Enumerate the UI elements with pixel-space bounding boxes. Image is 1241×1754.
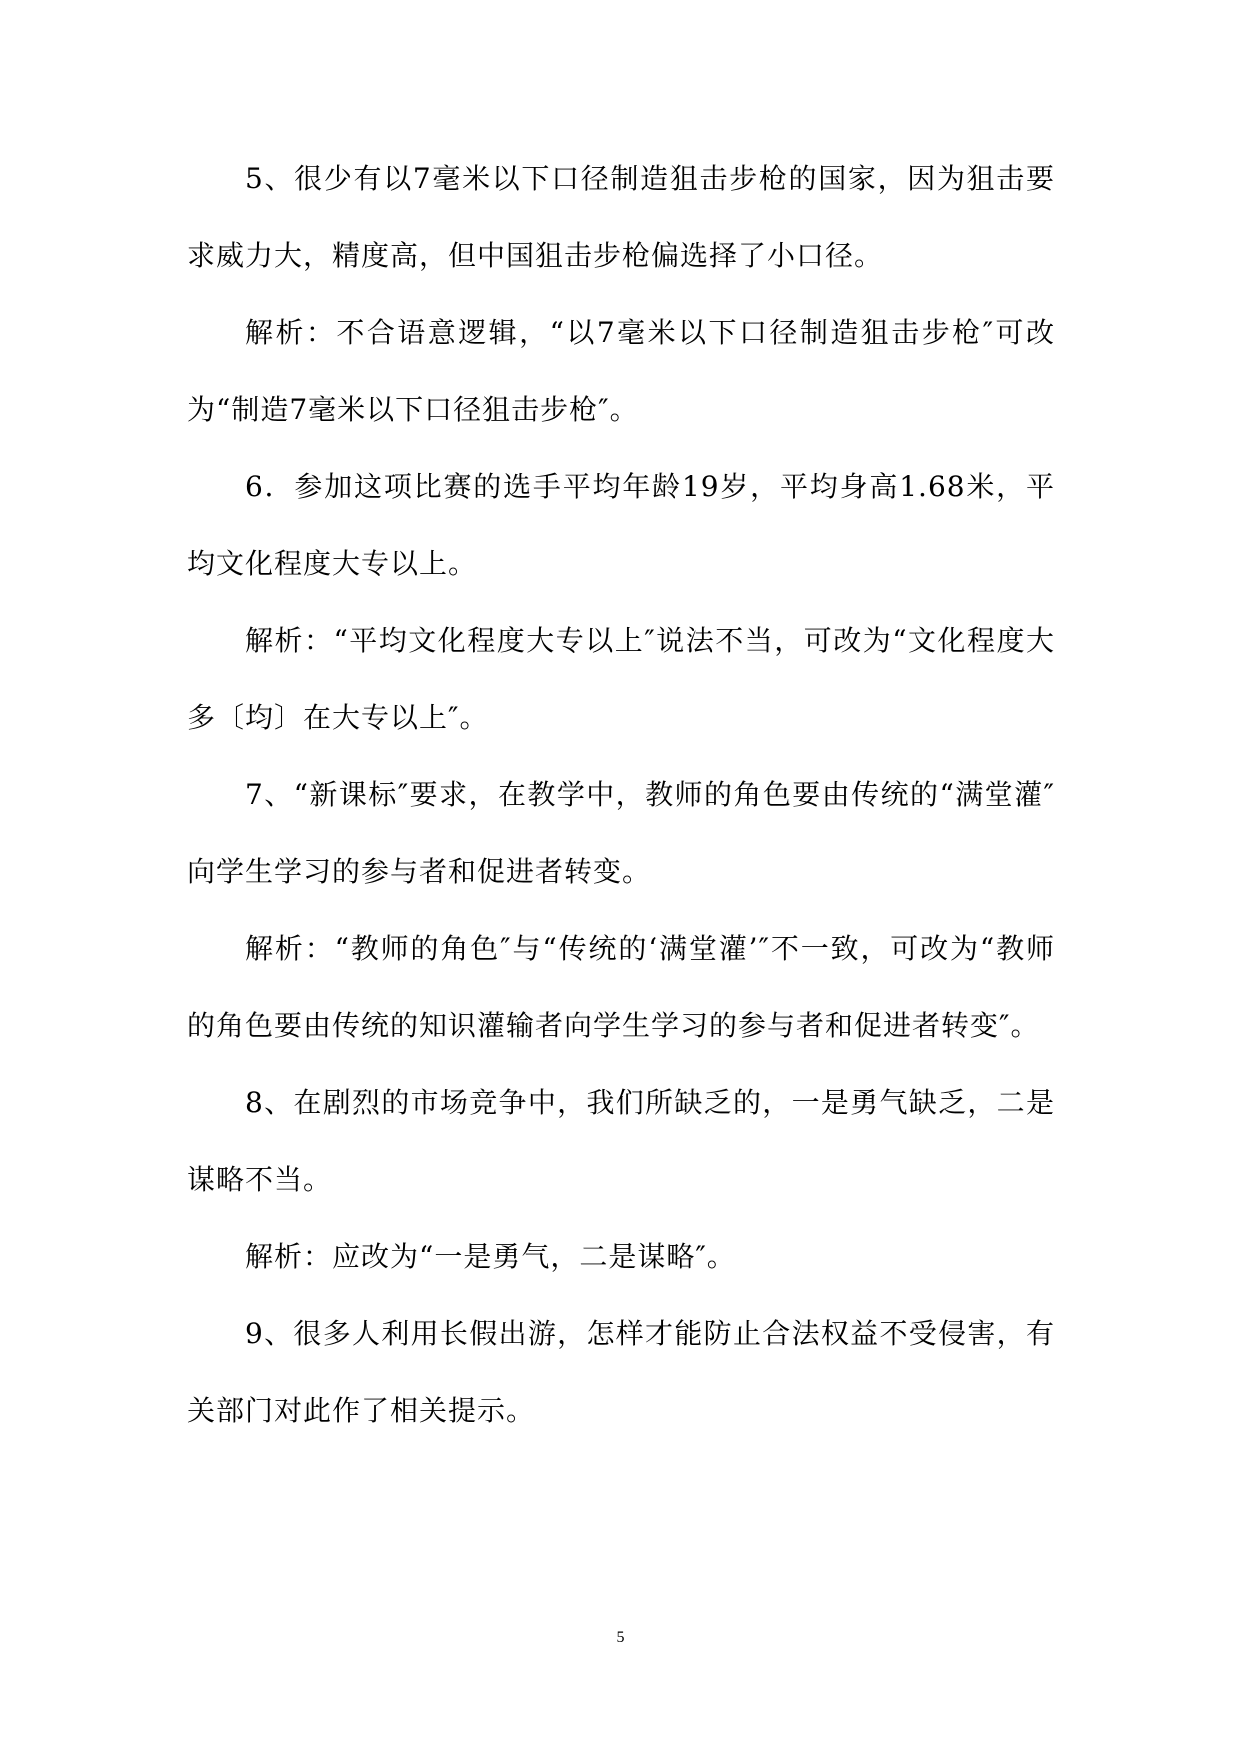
page-number: 5 bbox=[616, 1629, 625, 1646]
paragraph-analysis-5: 解析：不合语意逻辑，“以7毫米以下口径制造狙击步枪″可改为“制造7毫米以下口径狙击步枪″。 bbox=[187, 316, 1055, 426]
paragraph-analysis-6: 解析：“平均文化程度大专以上″说法不当，可改为“文化程度大多〔均〕在大专以上″。 bbox=[187, 624, 1055, 734]
paragraph-question-8: 8、在剧烈的市场竞争中，我们所缺乏的，一是勇气缺乏，二是谋略不当。 bbox=[187, 1086, 1055, 1196]
paragraph-question-9: 9、很多人利用长假出游，怎样才能防止合法权益不受侵害，有关部门对此作了相关提示。 bbox=[187, 1317, 1055, 1427]
paragraph-analysis-7: 解析：“教师的角色″与“传统的‘满堂灌’″不一致，可改为“教师的角色要由传统的知识灌输者向学生学习的参与者和促进者转变″。 bbox=[187, 932, 1055, 1042]
paragraph-question-5: 5、很少有以7毫米以下口径制造狙击步枪的国家，因为狙击要求威力大，精度高，但中国狙击步枪偏选择了小口径。 bbox=[187, 162, 1055, 272]
paragraph-question-7: 7、“新课标″要求，在教学中，教师的角色要由传统的“满堂灌″向学生学习的参与者和促进者转变。 bbox=[187, 778, 1055, 888]
paragraph-analysis-8: 解析：应改为“一是勇气，二是谋略″。 bbox=[245, 1240, 736, 1273]
body-text bbox=[187, 140, 1055, 1449]
paragraph-question-6: 6．参加这项比赛的选手平均年龄19岁，平均身高1.68米，平均文化程度大专以上。 bbox=[187, 470, 1055, 580]
